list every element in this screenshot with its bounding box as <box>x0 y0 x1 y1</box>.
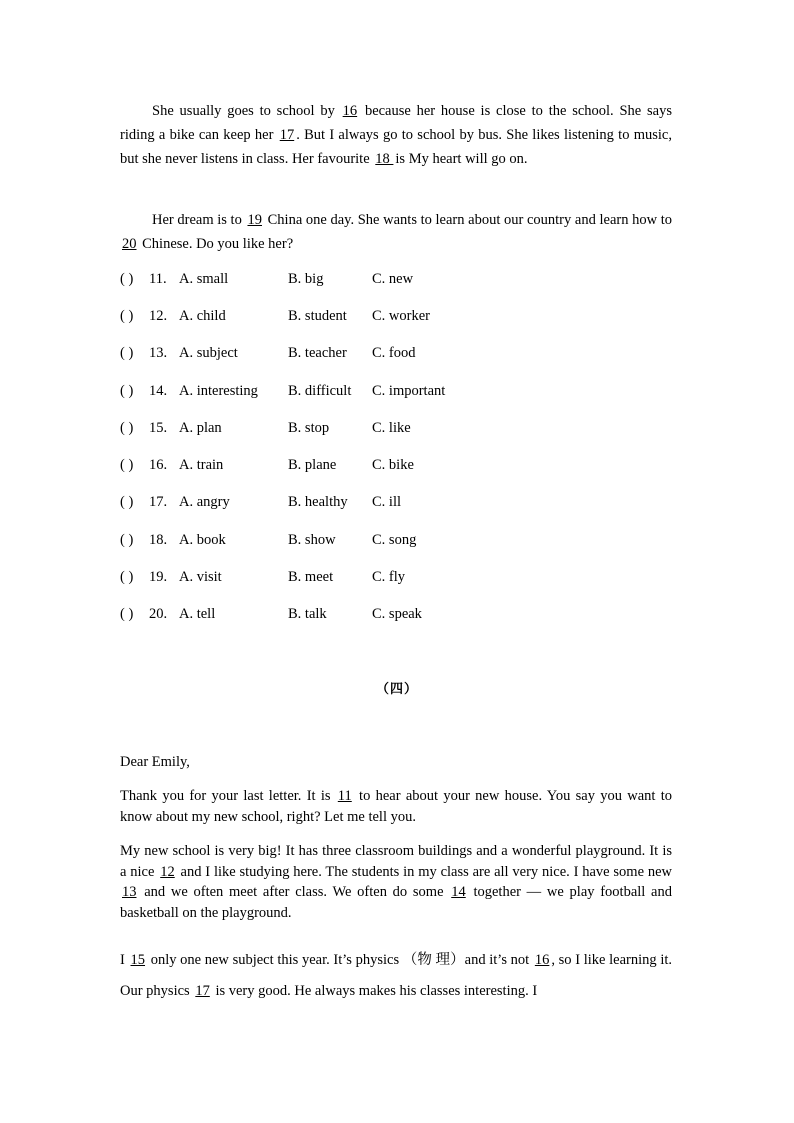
answer-blank[interactable]: ( ) <box>120 271 134 287</box>
question-number: 20. <box>149 606 168 622</box>
option-b: B. student <box>288 308 347 324</box>
blank-19: 19 <box>247 212 262 228</box>
answer-blank[interactable]: ( ) <box>120 494 134 510</box>
answer-blank[interactable]: ( ) <box>120 383 134 399</box>
option-a: A. tell <box>179 606 216 622</box>
letter-greeting: Dear Emily, <box>120 754 190 770</box>
option-a: A. subject <box>179 345 238 361</box>
answer-blank[interactable]: ( ) <box>120 420 134 436</box>
option-c: C. ill <box>372 494 402 510</box>
option-b: B. difficult <box>288 383 352 399</box>
question-number: 18. <box>149 532 168 548</box>
blank-16: 16 <box>534 952 550 968</box>
option-a: A. small <box>179 271 229 287</box>
option-b: B. healthy <box>288 494 348 510</box>
option-c: C. food <box>372 345 416 361</box>
section-title: （四） <box>375 681 418 696</box>
option-c: C. like <box>372 420 411 436</box>
answer-blank[interactable]: ( ) <box>120 345 134 361</box>
blank-14: 14 <box>451 884 466 900</box>
question-number: 14. <box>149 383 168 399</box>
letter-paragraph-1: Thank you for your last letter. It is 11 to hear about your new house. You say you want to know about my new school, right? Let me tell you. <box>120 788 672 825</box>
blank-12: 12 <box>160 863 175 880</box>
question-number: 16. <box>149 457 168 473</box>
option-c: C. speak <box>372 606 422 622</box>
option-a: A. visit <box>179 569 222 585</box>
question-number: 12. <box>149 308 168 324</box>
passage-paragraph-1: She usually goes to school by 16 because her house is close to the school. She says riding a bike can keep her 17 . But I always go to school by bus. She likes listening to music, but she never listens in class. Her favourite 18 is My heart will go on. <box>120 103 672 167</box>
answer-blank[interactable]: ( ) <box>120 532 134 548</box>
option-a: A. train <box>179 457 224 473</box>
option-a: A. interesting <box>179 383 258 399</box>
option-b: B. teacher <box>288 345 347 361</box>
blank-17: 17 <box>279 127 295 143</box>
answer-blank[interactable]: ( ) <box>120 457 134 473</box>
option-a: A. plan <box>179 420 222 436</box>
answer-blank[interactable]: ( ) <box>120 569 134 585</box>
blank-13: 13 <box>122 884 137 900</box>
option-a: A. book <box>179 532 226 548</box>
option-b: B. meet <box>288 569 334 585</box>
question-number: 15. <box>149 420 168 436</box>
option-b: B. big <box>288 271 324 287</box>
blank-16: 16 <box>342 103 358 119</box>
blank-17: 17 <box>195 983 210 999</box>
answer-blank[interactable]: ( ) <box>120 606 134 622</box>
option-b: B. stop <box>288 420 330 436</box>
question-number: 13. <box>149 345 168 361</box>
option-c: C. bike <box>372 457 414 473</box>
question-number: 11. <box>149 271 167 287</box>
option-a: A. child <box>179 308 226 324</box>
passage-paragraph-2: Her dream is to 19 China one day. She wants to learn about our country and learn how to 20 Chinese. Do you like her? <box>122 212 672 252</box>
option-b: B. plane <box>288 457 337 473</box>
question-number: 17. <box>149 494 168 510</box>
blank-18: 18 <box>375 151 394 167</box>
answer-blank[interactable]: ( ) <box>120 308 134 324</box>
option-c: C. important <box>372 383 446 399</box>
blank-20: 20 <box>122 236 137 252</box>
blank-15: 15 <box>130 952 146 968</box>
option-b: B. talk <box>288 606 327 622</box>
option-c: C. song <box>372 532 417 548</box>
letter-paragraph-3: I 15 only one new subject this year. It’s physics （物 理）and it’s not 16 , so I like learning it. Our physics 17 is very good. He always makes his classes interesting. I <box>120 952 673 999</box>
option-a: A. angry <box>179 494 230 510</box>
option-c: C. worker <box>372 308 430 324</box>
question-number: 19. <box>149 569 168 585</box>
blank-11: 11 <box>337 788 352 804</box>
option-c: C. new <box>372 271 414 287</box>
option-c: C. fly <box>372 569 406 585</box>
option-b: B. show <box>288 532 336 548</box>
letter-paragraph-2: My new school is very big! It has three classroom buildings and a wonderful playground. It is a nice 12 and I like studying here. The students in my class are all very nice. I have some new 13 and we often meet after class. We often do some 14 together — we play football and basketball on the playground. <box>120 843 672 921</box>
